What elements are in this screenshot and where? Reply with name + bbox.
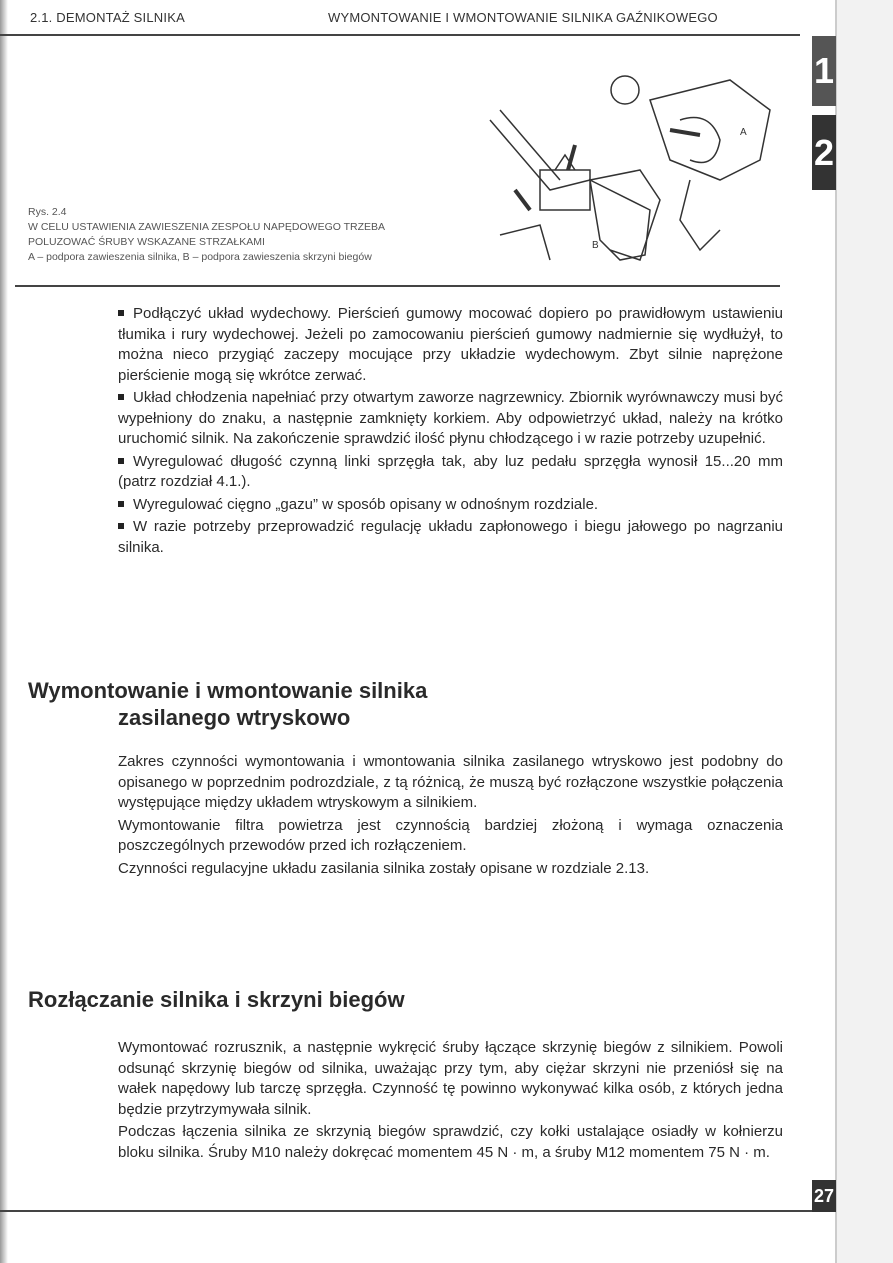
figure-label-a: A (740, 127, 747, 138)
section-heading-injection: Wymontowanie i wmontowanie silnika zasilanego wtryskowo (28, 678, 428, 730)
paragraph: Wymontowanie filtra powietrza jest czynnością bardziej złożoną i wymaga oznaczenia poszczególnych przewodów przed ich rozłączeniem. (118, 816, 783, 854)
bullet-icon (118, 394, 124, 400)
page-number: 27 (812, 1180, 836, 1212)
step-item: Wyregulować długość czynną linki sprzęgła tak, aby luz pedału sprzęgła wynosił 15...20 mm (patrz rozdział 4.1.). (118, 452, 783, 490)
paragraph: Wymontować rozrusznik, a następnie wykręcić śruby łączące skrzynię biegów z silnikiem. Powoli odsunąć skrzynię biegów od silnika, uważając przy tym, aby ciężar skrzyni nie przeniósł się na wałek napędowy lub tarczę sprzęgła. Czynność tę powinno wykonywać kilka osób, z których jedna będzie przytrzymywała silnik. (118, 1039, 783, 1118)
paragraph: Czynności regulacyjne układu zasilania silnika zostały opisane w rozdziale 2.13. (118, 859, 650, 877)
figure-caption (28, 205, 385, 265)
bullet-icon (118, 310, 124, 316)
step-item: Podłączyć układ wydechowy. Pierścień gumowy mocować dopiero po prawidłowym ustawieniu tłumika i rury wydechowej. Jeżeli po zamocowaniu pierścień gumowy nadmiernie się wydłużył, to można nieco przygiąć zaczepy mocujące przy układzie wydechowym. Zbyt silnie naprężone pierścienie mogą się wkrótce zerwać. (118, 305, 783, 384)
step-item: Układ chłodzenia napełniać przy otwartym zaworze nagrzewnicy. Zbiornik wyrównawczy musi być wypełniony do znaku, a następnie zamknięty korkiem. Aby odpowietrzyć układ, należy na krótko uruchomić silnik. Na zakończenie sprawdzić ilość płynu chłodzącego i w razie potrzeby uzupełnić. (118, 389, 783, 447)
caption-number: Rys. 2.4 (28, 206, 67, 218)
figure-label-b: B (592, 240, 599, 251)
step-item: W razie potrzeby przeprowadzić regulację układu zapłonowego i biegu jałowego po nagrzaniu silnika. (118, 518, 783, 556)
header-rule (0, 34, 800, 36)
caption-legend: A – podpora zawieszenia silnika, B – podpora zawieszenia skrzyni biegów (28, 251, 372, 263)
step-item: Wyregulować cięgno „gazu” w sposób opisany w odnośnym rozdziale. (118, 495, 783, 516)
page-margin-strip (835, 0, 893, 1263)
caption-line: POLUZOWAĆ ŚRUBY WSKAZANE STRZAŁKAMI (28, 236, 265, 248)
chapter-tab-1: 1 (812, 36, 836, 106)
section-injection-body (118, 752, 783, 881)
steps-list (118, 304, 783, 560)
footer-rule (0, 1210, 812, 1212)
paragraph: Zakres czynności wymontowania i wmontowania silnika zasilanego wtryskowo jest podobny do opisanego w poprzednim podrozdziale, z tą różnicą, że muszą być rozłączone wszystkie połączenia występujące między układem wtryskowym a silnikiem. (118, 753, 783, 811)
bullet-icon (118, 458, 124, 464)
bullet-icon (118, 501, 124, 507)
engine-mount-figure (470, 60, 790, 275)
running-header-right: WYMONTOWANIE I WMONTOWANIE SILNIKA GAŹNIKOWEGO (328, 10, 718, 25)
figure-rule (15, 285, 780, 287)
chapter-tab-2: 2 (812, 115, 836, 190)
bullet-icon (118, 523, 124, 529)
caption-line: W CELU USTAWIENIA ZAWIESZENIA ZESPOŁU NAPĘDOWEGO TRZEBA (28, 221, 386, 233)
section-gearbox-body (118, 1038, 783, 1165)
paragraph: Podczas łączenia silnika ze skrzynią biegów sprawdzić, czy kołki ustalające osiadły w kołnierzu bloku silnika. Śruby M10 należy dokręcać momentem 45 N · m, a śruby M12 momentem 75 N · m. (118, 1123, 783, 1161)
page-edge-shadow (0, 0, 8, 1263)
running-header-left: 2.1. DEMONTAŻ SILNIKA (30, 10, 185, 25)
section-heading-gearbox: Rozłączanie silnika i skrzyni biegów (28, 987, 405, 1012)
